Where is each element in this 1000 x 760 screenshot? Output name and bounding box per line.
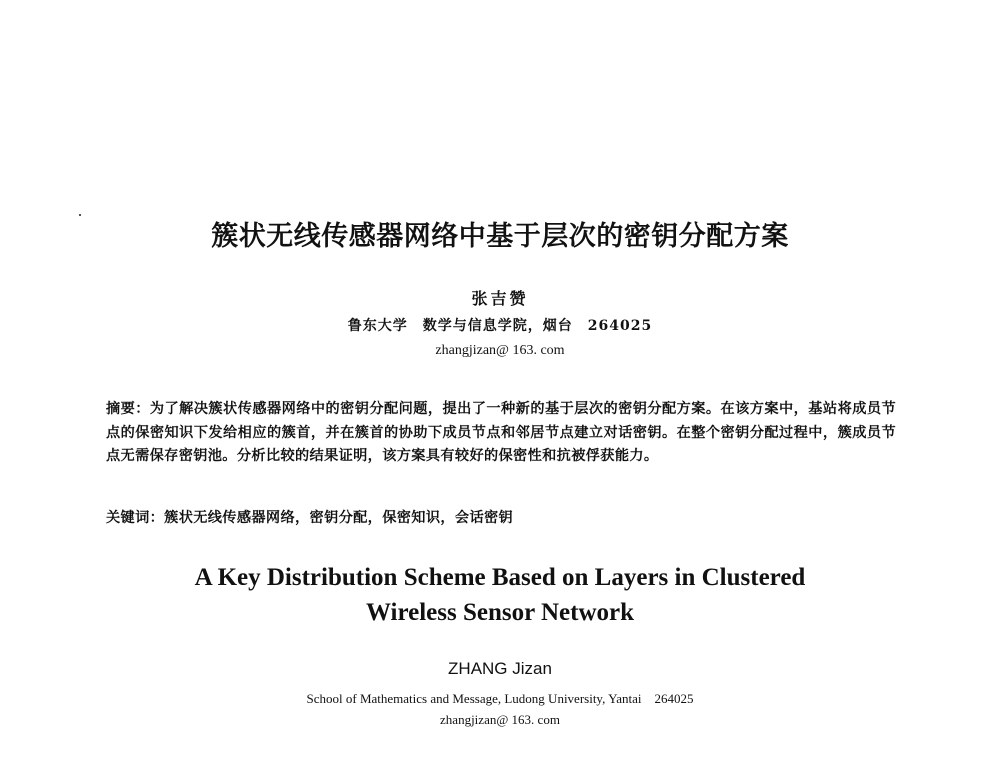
chinese-abstract — [106, 398, 896, 469]
chinese-author: 张吉赞 — [471, 289, 529, 308]
english-title-line-1: A Key Distribution Scheme Based on Layers in Clustered — [194, 564, 806, 591]
abstract-label: 摘要： — [106, 401, 150, 417]
english-author: ZHANG Jizan — [448, 659, 552, 678]
english-affiliation: School of Mathematics and Message, Ludong University, Yantai 264025 — [306, 691, 694, 706]
english-title-line-2: Wireless Sensor Network — [365, 599, 635, 626]
abstract-text: 为了解决簇状传感器网络中的密钥分配问题，提出了一种新的基于层次的密钥分配方案。在该方案中，基站将成员节点的保密知识下发给相应的簇首，并在簇首的协助下成员节点和邻居节点建立对话密钥。在整个密钥分配过程中，簇成员节点无需保存密钥池。分析比较的结果证明，该方案具有较好的保密性和抗被俘获能力。 — [106, 401, 896, 464]
keywords-label: 关键词： — [106, 510, 165, 526]
chinese-email: zhangjizan@ 163. com — [435, 343, 565, 358]
keywords-text: 簇状无线传感器网络，密钥分配，保密知识，会话密钥 — [164, 510, 514, 526]
english-email: zhangjizan@ 163. com — [440, 712, 560, 727]
chinese-title: 簇状无线传感器网络中基于层次的密钥分配方案 — [211, 221, 789, 252]
chinese-keywords — [106, 507, 896, 527]
chinese-affiliation: 鲁东大学 数学与信息学院，烟台 264025 — [347, 318, 653, 334]
